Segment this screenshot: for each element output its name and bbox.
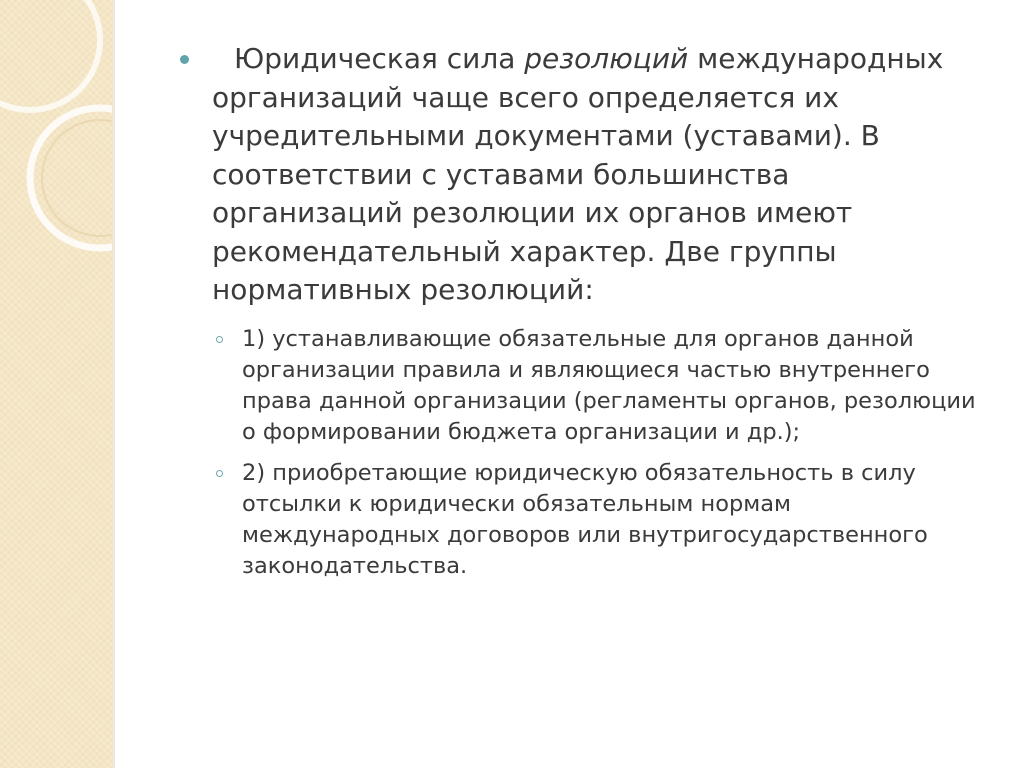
sub-bullet-2-text: 2) приобретающие юридическую обязательность в силу отсылки к юридически обязательным нормам международных договоров или внутригосударственного законодательства. (242, 459, 928, 579)
decorative-rings (0, 0, 112, 768)
main-bullet-part1: Юридическая сила (234, 42, 525, 75)
sub-bullet-2 (180, 458, 980, 582)
circle-bullet-icon (216, 336, 223, 343)
sub-bullet-1-text: 1) устанавливающие обязательные для органов данной организации правила и являющиеся частью внутреннего права данной организации (регламенты органов, резолюции о формировании бюджета организации и др.); (242, 325, 976, 445)
side-band-edge (112, 0, 115, 768)
slide-content (180, 40, 980, 582)
bullet-dot-icon (180, 55, 189, 64)
main-bullet (180, 40, 980, 310)
main-bullet-part2: международных организаций чаще всего определяется их учредительными документами (уставами). В соответствии с уставами большинства организаций резолюции их органов имеют рекомендательный характер. Две группы нормативных резолюций: (212, 42, 944, 306)
main-bullet-text (212, 40, 980, 310)
main-bullet-italic: резолюций (524, 42, 689, 75)
sub-bullet-1 (180, 324, 980, 448)
decorative-side-band (0, 0, 112, 768)
circle-bullet-icon (216, 470, 223, 477)
